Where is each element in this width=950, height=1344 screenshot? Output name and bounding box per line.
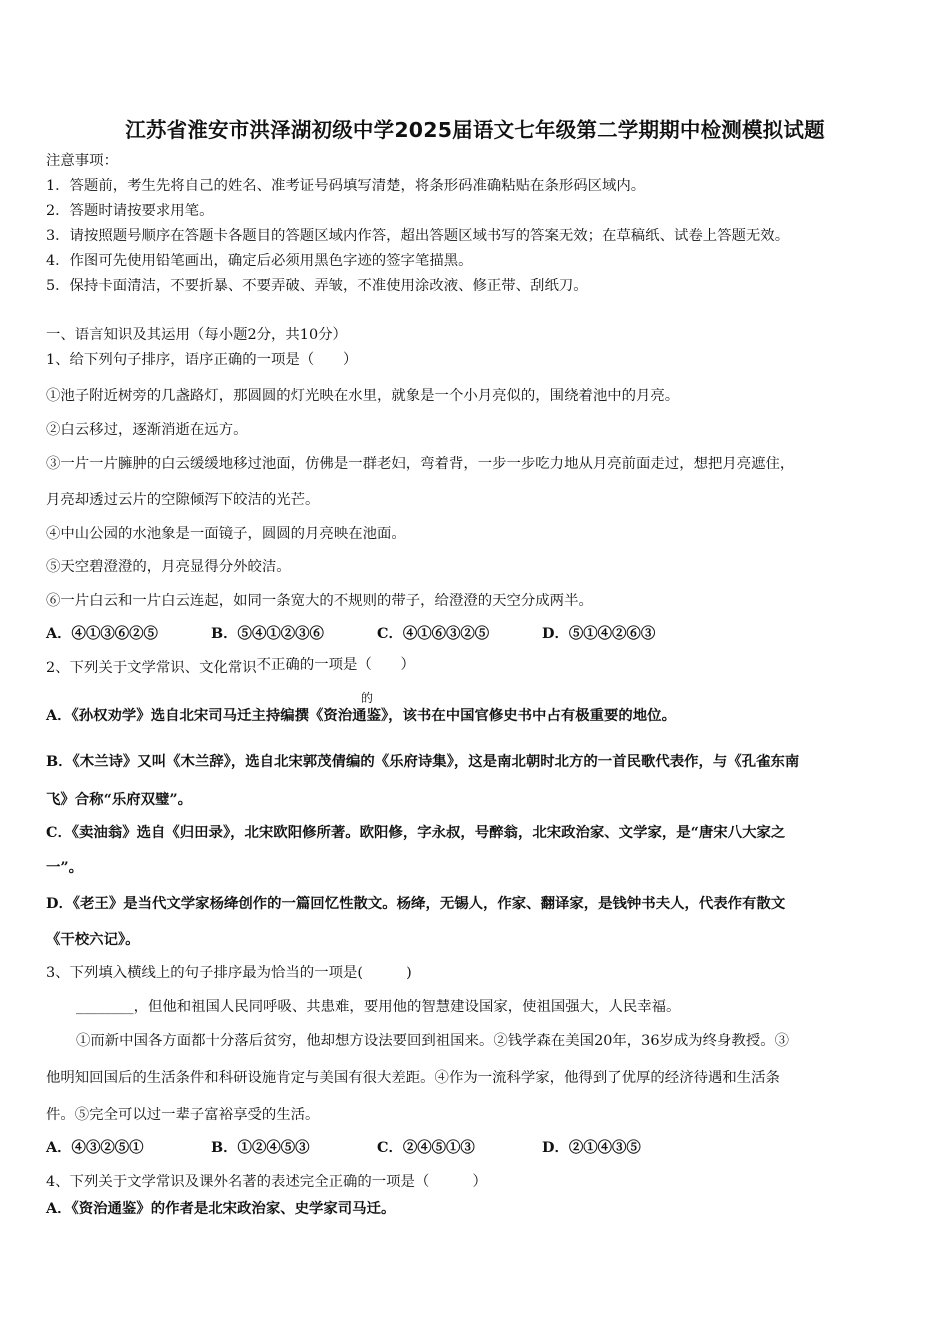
q1-sentence-6: ⑥一片白云和一片白云连起，如同一条宽大的不规则的带子，给澄澄的天空分成两半。 [46, 593, 593, 609]
notice-item: 3．请按照题号顺序在答题卡各题目的答题区域内作答，超出答题区域书写的答案无效；在草稿纸、试卷上答题无效。 [46, 228, 790, 244]
q3-option-b[interactable]: B．①②④⑤③ [211, 1139, 310, 1156]
q2-option-a[interactable] [46, 706, 676, 726]
q1-option-d[interactable]: D．⑤①④②⑥③ [542, 625, 656, 642]
notice-heading: 注意事项： [46, 153, 118, 169]
q3-option-c[interactable]: C．②④⑤①③ [377, 1139, 475, 1156]
q4-option-a[interactable]: A．《资治通鉴》的作者是北宋政治家、史学家司马迁。 [46, 1200, 396, 1217]
notice-item: 5．保持卡面清洁，不要折暴、不要弄破、弄皱，不准使用涂改液、修正带、刮纸刀。 [46, 278, 588, 294]
q1-option-b[interactable]: B．⑤④①②③⑥ [211, 625, 324, 642]
question-1-stem: 1、给下列句子排序，语序正确的一项是（ ） [46, 352, 358, 368]
q2-option-a-superscript: 的 [361, 691, 374, 705]
q2-option-b-cont: 飞》合称“乐府双璧”。 [46, 791, 193, 808]
q2-option-b[interactable]: B．《木兰诗》又叫《木兰辞》，选自北宋郭茂倩编的《乐府诗集》，这是南北朝时北方的一首民歌代表作，与《孔雀东南 [46, 753, 800, 770]
q2-option-a-part1: A．《孙权劝学》选自北宋司马迁主持编撰 [46, 707, 309, 724]
q1-option-c[interactable]: C．④①⑥③②⑤ [377, 625, 490, 642]
q1-sentence-2: ②白云移过，逐渐消逝在远方。 [46, 422, 248, 438]
q2-option-d-cont: 《干校六记》。 [46, 931, 140, 948]
q1-sentence-3a: ③一片一片臃肿的白云缓缓地移过池面，仿佛是一群老妇，弯着背，一步一步吃力地从月亮前面走过，想把月亮遮住， [46, 456, 795, 472]
q1-sentence-3b: 月亮却透过云片的空隙倾泻下皎洁的光芒。 [46, 492, 320, 508]
q1-option-a[interactable]: A．④①③⑥②⑤ [46, 625, 158, 642]
q2-option-c[interactable]: C．《卖油翁》选自《归田录》，北宋欧阳修所著。欧阳修，字永叔，号醉翁，北宋政治家、文学家，是“唐宋八大家之 [46, 824, 786, 841]
q2-option-c-cont: 一”。 [46, 859, 84, 876]
q3-options [46, 1138, 641, 1158]
notice-item: 4．作图可先使用铅笔画出，确定后必须用黑色字迹的签字笔描黑。 [46, 253, 473, 269]
notice-item: 1．答题前，考生先将自己的姓名、准考证号码填写清楚，将条形码准确粘贴在条形码区域内。 [46, 178, 646, 194]
q3-blank-sentence: ________，但他和祖国人民同呼吸、共患难，要用他的智慧建设国家，使祖国强大，人民幸福。 [76, 999, 681, 1015]
q3-passage-line-1: ①而新中国各方面都十分落后贫穷，他却想方设法要回到祖国来。②钱学森在美国20年，36岁成为终身教授。③ [76, 1033, 789, 1049]
section-heading: 一、语言知识及其运用（每小题2分，共10分） [46, 327, 347, 343]
q2-option-a-part2: 《资治通鉴》，该书在中国官修史书中占有极重要的地位。 [309, 707, 676, 724]
q1-sentence-1: ①池子附近树旁的几盏路灯，那圆圆的灯光映在水里，就象是一个小月亮似的，围绕着池中的月亮。 [46, 388, 680, 404]
q1-sentence-5: ⑤天空碧澄澄的，月亮显得分外皎洁。 [46, 559, 291, 575]
q1-sentence-4: ④中山公园的水池象是一面镜子，圆圆的月亮映在池面。 [46, 526, 406, 542]
question-4-stem: 4、下列关于文学常识及课外名著的表述完全正确的一项是（ ） [46, 1174, 487, 1190]
q2-stem-part2: 不正确的一项是（ ） [256, 657, 415, 673]
q2-option-d[interactable]: D．《老王》是当代文学家杨绛创作的一篇回忆性散文。杨绛，无锡人，作家、翻译家，是钱钟书夫人，代表作有散文 [46, 895, 786, 912]
question-2-stem [46, 658, 415, 678]
q3-passage-line-3: 件。⑤完全可以过一辈子富裕享受的生活。 [46, 1107, 320, 1123]
notice-item: 2．答题时请按要求用笔。 [46, 203, 214, 219]
q3-passage-line-2: 他明知回国后的生活条件和科研设施肯定与美国有很大差距。④作为一流科学家，他得到了优厚的经济待遇和生活条 [46, 1070, 780, 1086]
q3-option-a[interactable]: A．④③②⑤① [46, 1139, 144, 1156]
q1-options [46, 624, 655, 644]
q3-option-d[interactable]: D．②①④③⑤ [542, 1139, 641, 1156]
question-3-stem: 3、下列填入横线上的句子排序最为恰当的一项是( ) [46, 965, 412, 981]
q2-stem-part1: 2、下列关于文学常识、文化常识 [46, 660, 257, 676]
page-title: 江苏省淮安市洪泽湖初级中学2025届语文七年级第二学期期中检测模拟试题 [125, 118, 825, 142]
